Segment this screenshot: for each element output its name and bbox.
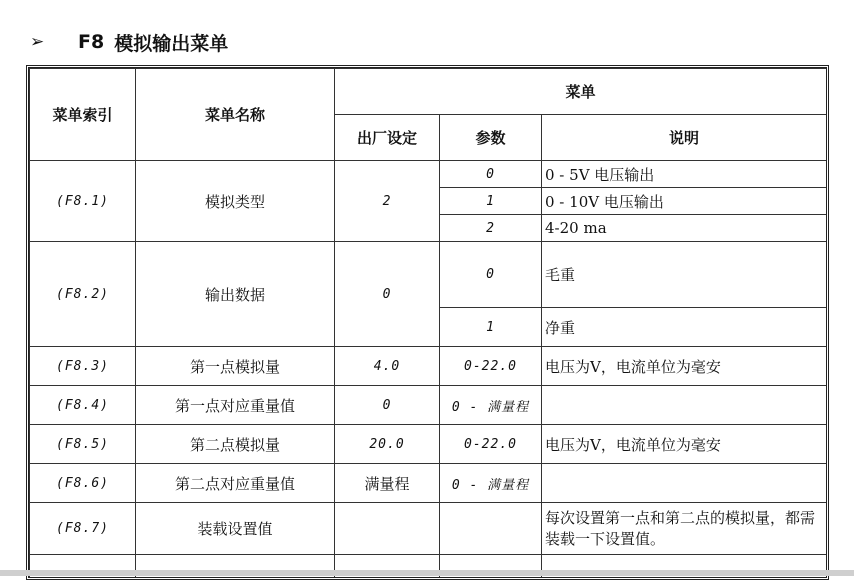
table-row — [30, 425, 827, 464]
row-name: 模拟类型 — [136, 161, 335, 242]
row-factory: 2 — [335, 161, 440, 242]
row-desc: 0 - 10V 电压输出 — [542, 188, 827, 215]
section-title: 模拟输出菜单 — [114, 29, 228, 56]
row-param — [440, 503, 542, 555]
row-factory: 4.0 — [335, 347, 440, 386]
row-index: (F8.2) — [30, 242, 136, 347]
row-desc: 4-20 ma — [542, 215, 827, 242]
menu-table — [29, 68, 827, 580]
row-name: 装载设置值 — [136, 503, 335, 555]
table-row — [30, 386, 827, 425]
table-row — [30, 464, 827, 503]
row-name: 第二点对应重量值 — [136, 464, 335, 503]
row-param: 0 — [440, 242, 542, 308]
header-index: 菜单索引 — [30, 69, 136, 161]
header-name: 菜单名称 — [136, 69, 335, 161]
row-factory — [335, 503, 440, 555]
table-row — [30, 347, 827, 386]
row-param: 0 - 满量程 — [440, 386, 542, 425]
row-param: 0 — [440, 161, 542, 188]
row-param: 0-22.0 — [440, 347, 542, 386]
row-param: 1 — [440, 308, 542, 347]
row-param: 0-22.0 — [440, 425, 542, 464]
row-desc: 净重 — [542, 308, 827, 347]
row-name: 输出数据 — [136, 242, 335, 347]
bottom-edge-bar — [0, 570, 854, 576]
table-row — [30, 555, 827, 580]
table-row — [30, 242, 827, 308]
row-index: (F8.4) — [30, 386, 136, 425]
header-factory: 出厂设定 — [335, 115, 440, 161]
row-desc: 电压为V，电流单位为毫安 — [542, 425, 827, 464]
arrow-bullet-icon: ➢ — [30, 32, 78, 52]
header-param: 参数 — [440, 115, 542, 161]
row-desc: 毛重 — [542, 242, 827, 308]
row-index: (F8.1) — [30, 161, 136, 242]
row-factory: 20.0 — [335, 425, 440, 464]
header-menu: 菜单 — [335, 69, 827, 115]
table-row — [30, 503, 827, 555]
section-heading — [30, 28, 228, 56]
row-factory: 0 — [335, 242, 440, 347]
row-desc: 每次设置第一点和第二点的模拟量，都需装载一下设置值。 — [542, 503, 827, 555]
row-index: (F8.6) — [30, 464, 136, 503]
row-param: 0 - 满量程 — [440, 464, 542, 503]
row-param: 1 — [440, 188, 542, 215]
row-desc: 电压为V，电流单位为毫安 — [542, 347, 827, 386]
row-param: 2 — [440, 215, 542, 242]
row-desc — [542, 386, 827, 425]
row-name: 第二点模拟量 — [136, 425, 335, 464]
row-index: (F8.5) — [30, 425, 136, 464]
row-desc: 0 - 5V 电压输出 — [542, 161, 827, 188]
row-name: 第一点对应重量值 — [136, 386, 335, 425]
header-desc: 说明 — [542, 115, 827, 161]
row-factory: 满量程 — [335, 464, 440, 503]
row-factory: 0 — [335, 386, 440, 425]
menu-table-frame — [26, 65, 829, 580]
table-row — [30, 161, 827, 188]
row-name: 第一点模拟量 — [136, 347, 335, 386]
row-index: (F8.3) — [30, 347, 136, 386]
row-index: (F8.7) — [30, 503, 136, 555]
section-code: F8 — [78, 31, 104, 53]
row-desc — [542, 464, 827, 503]
